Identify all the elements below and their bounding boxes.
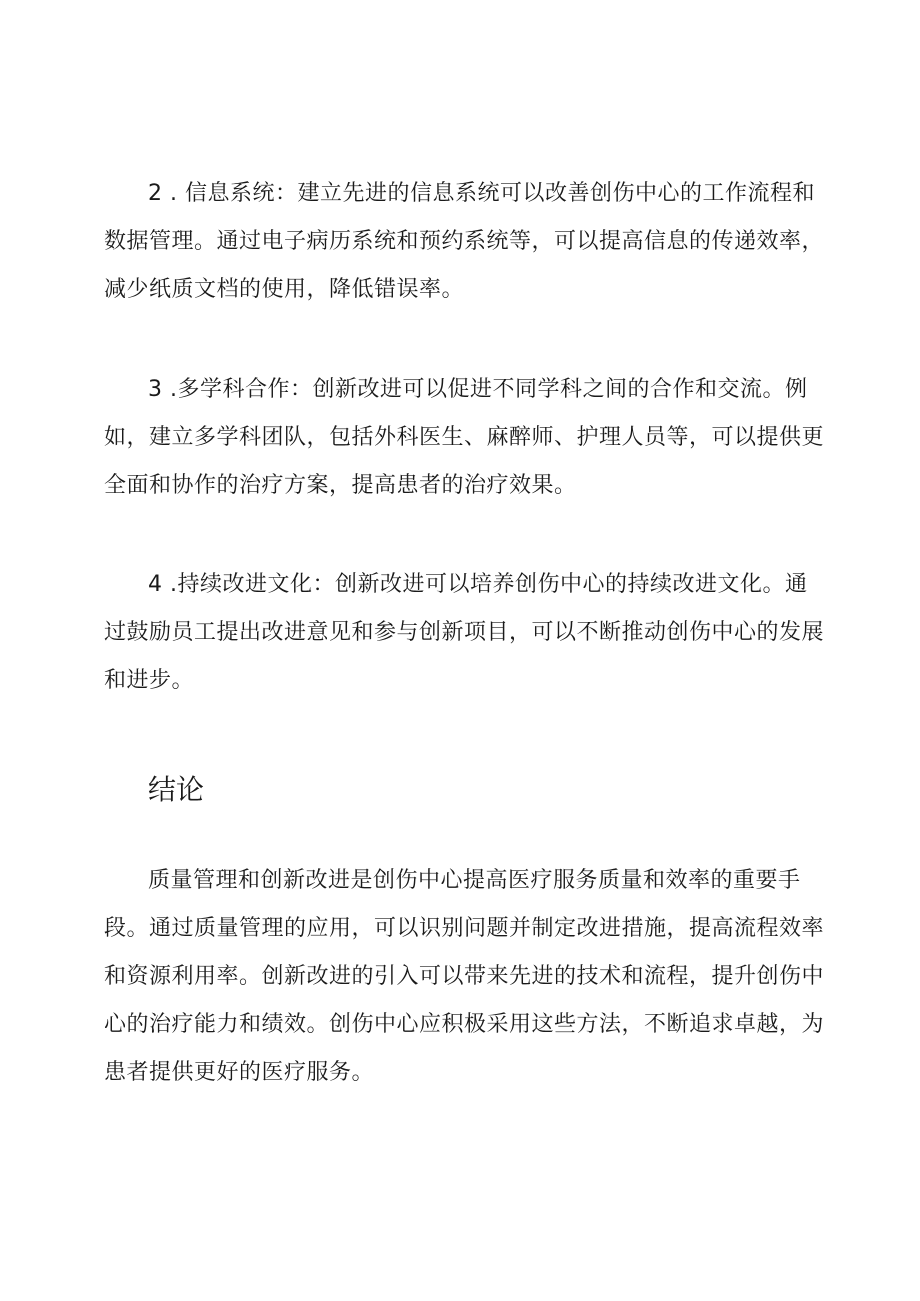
paragraph-multidisciplinary-cooperation: 3 .多学科合作：创新改进可以促进不同学科之间的合作和交流。例如，建立多学科团队，包括外科医生、麻醉师、护理人员等，可以提供更全面和协作的治疗方案，提高患者的治疗效果。: [104, 377, 825, 498]
paragraph-information-system: 2 . 信息系统：建立先进的信息系统可以改善创伤中心的工作流程和数据管理。通过电子病历系统和预约系统等，可以提高信息的传递效率，减少纸质文档的使用，降低错误率。: [104, 181, 825, 302]
conclusion-heading: 结论: [148, 773, 205, 806]
paragraph-continuous-improvement-culture: 4 .持续改进文化：创新改进可以培养创伤中心的持续改进文化。通过鼓励员工提出改进意见和参与创新项目，可以不断推动创伤中心的发展和进步。: [104, 572, 825, 693]
conclusion-paragraph: 质量管理和创新改进是创伤中心提高医疗服务质量和效率的重要手段。通过质量管理的应用，可以识别问题并制定改进措施，提高流程效率和资源利用率。创新改进的引入可以带来先进的技术和流程，提升创伤中心的治疗能力和绩效。创伤中心应积极采用这些方法，不断追求卓越，为患者提供更好的医疗服务。: [104, 868, 825, 1085]
